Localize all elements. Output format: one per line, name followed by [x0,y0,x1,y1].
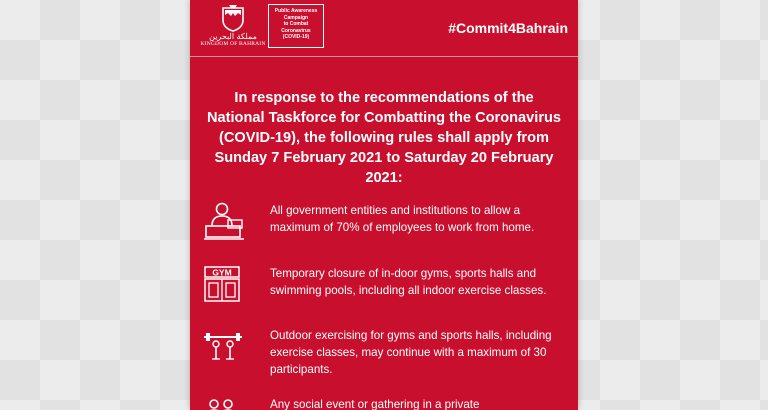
rule-item [202,265,572,325]
campaign-badge [268,4,324,48]
campaign-line: to Combat [283,21,309,27]
dumbbell-icon [202,327,248,367]
rule-item [202,396,572,410]
gym-icon-label: GYM [212,267,232,278]
rule-item [202,202,572,262]
logo-english-text: KINGDOM OF BAHRAIN [200,41,266,47]
people-icon [202,396,248,410]
rule-text: Outdoor exercising for gyms and sports halls, including exercise classes, may continue with a maximum of 30 participants. [270,329,552,376]
work-from-home-icon [202,202,248,242]
logo-arabic-text: مملكة البحرين [209,32,257,41]
kingdom-of-bahrain-logo [200,4,266,52]
gym-icon [202,265,248,305]
bahrain-emblem-icon [221,4,245,32]
poster-header [190,0,578,57]
rule-text: Temporary closure of in-door gyms, sports halls and swimming pools, including all indoor exercise classes. [270,267,547,297]
campaign-line: Public Awareness [274,8,318,14]
rule-text: All government entities and institutions to allow a maximum of 70% of employees to work from home. [270,204,535,234]
rule-text: Any social event or gathering in a private [270,398,480,410]
campaign-line: (COVID-19) [282,34,310,40]
campaign-line: Campaign [283,14,309,21]
hashtag: #Commit4Bahrain [448,20,568,36]
campaign-line: Coronavirus [281,27,311,34]
headline: In response to the recommendations of the National Taskforce for Combatting the Coronavirus (COVID-19), the following rules shall apply from Sunday 7 February 2021 to Saturday 20 February 2021: [206,90,562,186]
covid-rules-poster [190,0,578,410]
rule-item [202,327,572,387]
